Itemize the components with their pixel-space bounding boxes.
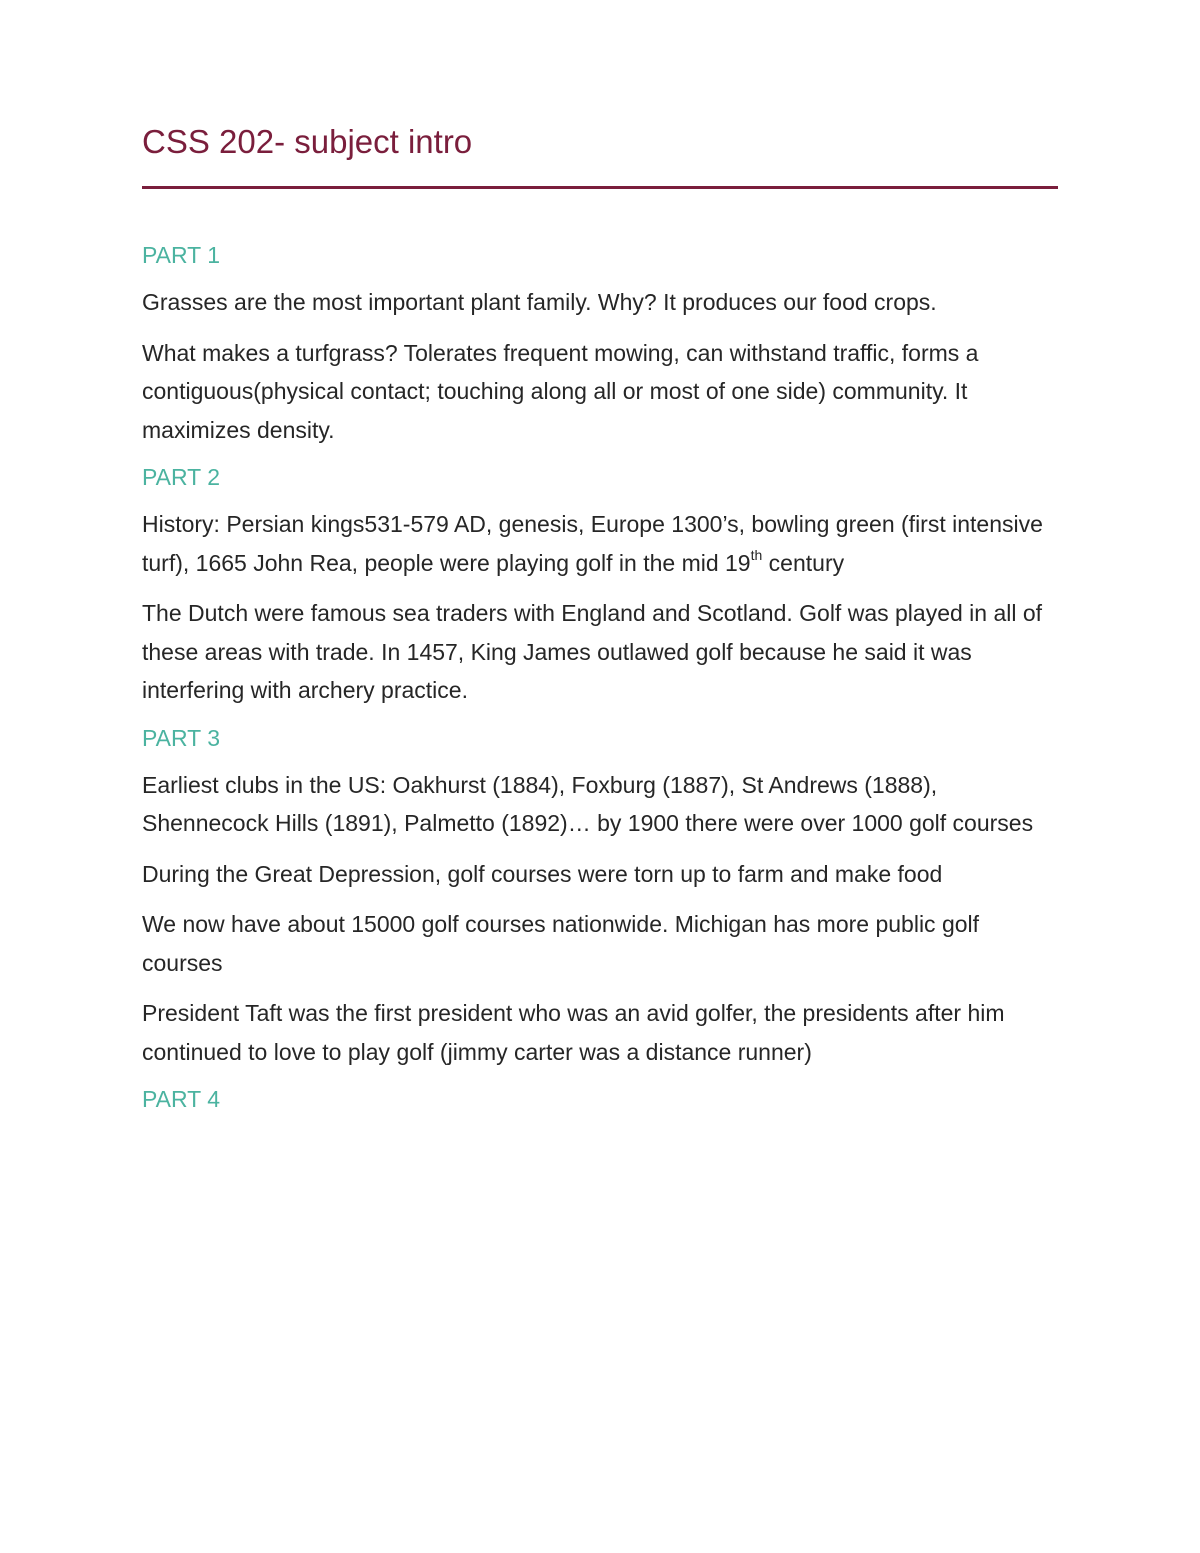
part-1-paragraph-1: Grasses are the most important plant family. Why? It produces our food crops.: [142, 289, 937, 315]
part-1-heading: PART 1: [142, 242, 220, 268]
title-divider: [142, 186, 1058, 189]
document-page: [142, 118, 1058, 1127]
document-title: CSS 202- subject intro: [142, 123, 473, 160]
part-2-paragraph-1-text: History: Persian kings531-579 AD, genesis, Europe 1300’s, bowling green (first intensive turf), 1665 John Rea, people were playing golf in the mid 19: [142, 511, 1043, 576]
part-2-heading: PART 2: [142, 464, 220, 490]
part-3-paragraph-2: During the Great Depression, golf courses were torn up to farm and make food: [142, 860, 943, 887]
section-part-3: [142, 722, 1058, 1072]
part-1-paragraph-2: What makes a turfgrass? Tolerates frequent mowing, can withstand traffic, forms a contiguous(physical contact; touching along all or most of one side) community. It maximizes density.: [142, 339, 979, 443]
part-4-heading: PART 4: [142, 1086, 220, 1112]
part-2-paragraph-1: [142, 505, 1058, 582]
part-2-paragraph-2: The Dutch were famous sea traders with England and Scotland. Golf was played in all of these areas with trade. In 1457, King James outlawed golf because he said it was interfering with archery practice.: [142, 600, 1043, 703]
section-part-2: [142, 461, 1058, 710]
section-part-1: [142, 239, 1058, 449]
part-3-paragraph-1: Earliest clubs in the US: Oakhurst (1884), Foxburg (1887), St Andrews (1888), Shennecock Hills (1891), Palmetto (1892)… by 1900 there were over 1000 golf courses: [142, 771, 1034, 836]
section-part-4: [142, 1083, 1058, 1115]
part-3-paragraph-4: President Taft was the first president who was an avid golfer, the presidents after him continued to love to play golf (jimmy carter was a distance runner): [142, 1000, 1005, 1065]
part-3-heading: PART 3: [142, 724, 220, 751]
part-3-paragraph-3: We now have about 15000 golf courses nationwide. Michigan has more public golf courses: [142, 911, 980, 976]
ordinal-superscript: th: [750, 546, 763, 563]
part-2-paragraph-1-end: century: [762, 549, 845, 576]
